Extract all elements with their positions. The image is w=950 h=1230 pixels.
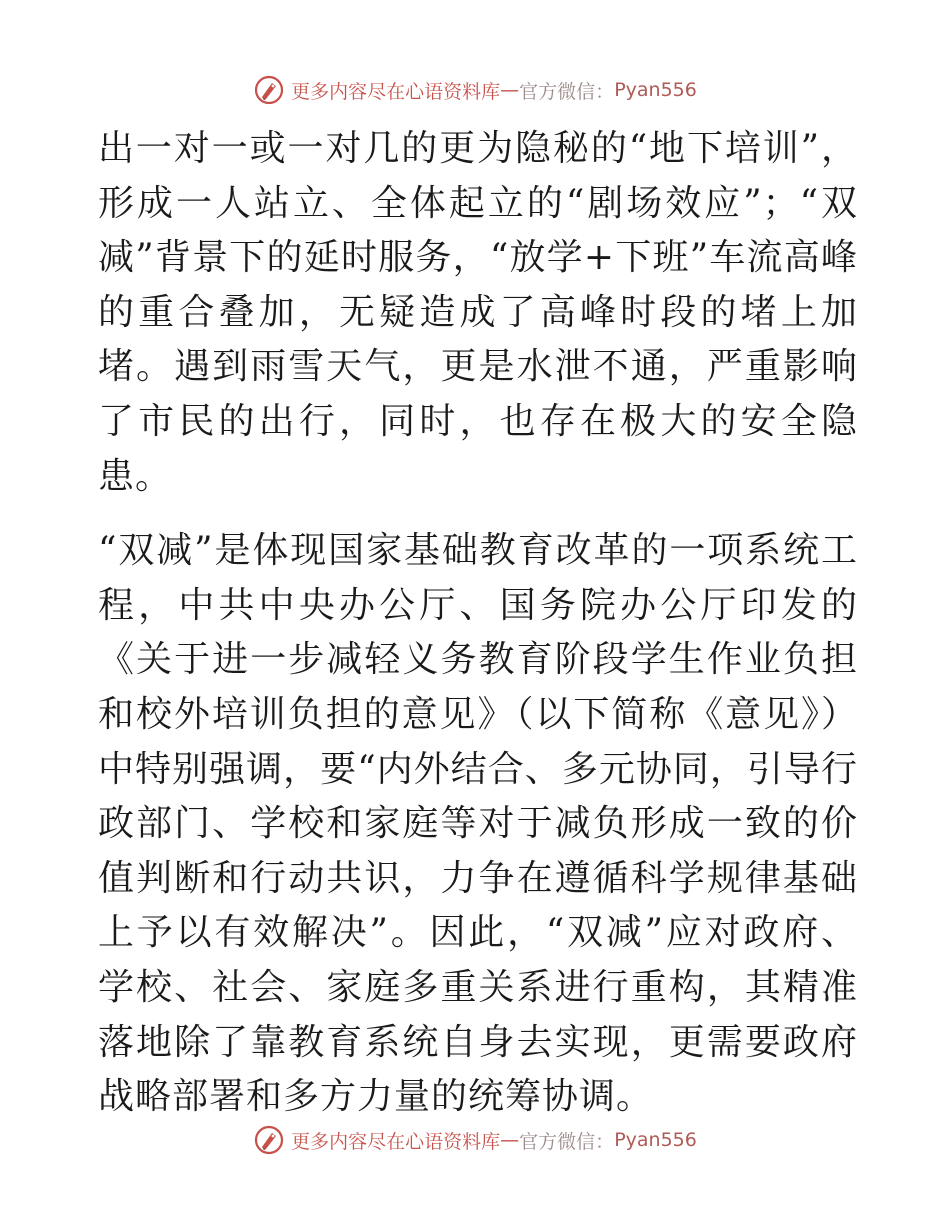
pen-nib-logo-icon xyxy=(253,1124,285,1156)
header-watermark xyxy=(0,70,950,110)
footer-watermark xyxy=(0,1120,950,1160)
watermark-wechat-label: 官方微信： xyxy=(519,80,615,103)
document-body xyxy=(98,122,858,1125)
watermark-brand: 更多内容尽在心语资料库 xyxy=(291,1130,501,1153)
watermark-separator: — xyxy=(500,79,520,101)
watermark-wechat-id: Pyan556 xyxy=(614,79,697,101)
watermark-separator: — xyxy=(500,1129,520,1151)
watermark-wechat-id: Pyan556 xyxy=(614,1129,697,1151)
watermark-wechat-label: 官方微信： xyxy=(519,1130,615,1153)
watermark-brand: 更多内容尽在心语资料库 xyxy=(291,80,501,103)
paragraph-1: 出一对一或一对几的更为隐秘的“地下培训”，形成一人站立、全体起立的“剧场效应”；“双减”背景下的延时服务，“放学+下班”车流高峰的重合叠加，无疑造成了高峰时段的堵上加堵。遇到雨雪天气，更是水泄不通，严重影响了市民的出行，同时，也存在极大的安全隐患。 xyxy=(98,128,858,497)
paragraph-2: “双减”是体现国家基础教育改革的一项系统工程，中共中央办公厅、国务院办公厅印发的《关于进一步减轻义务教育阶段学生作业负担和校外培训负担的意见》（以下简称《意见》）中特别强调，要“内外结合、多元协同，引导行政部门、学校和家庭等对于减负形成一致的价值判断和行动共识，力争在遵循科学规律基础上予以有效解决”。因此，“双减”应对政府、学校、社会、家庭多重关系进行重构，其精准落地除了靠教育系统自身去实现，更需要政府战略部署和多方力量的统筹协调。 xyxy=(98,530,858,1118)
pen-nib-logo-icon xyxy=(253,74,285,106)
